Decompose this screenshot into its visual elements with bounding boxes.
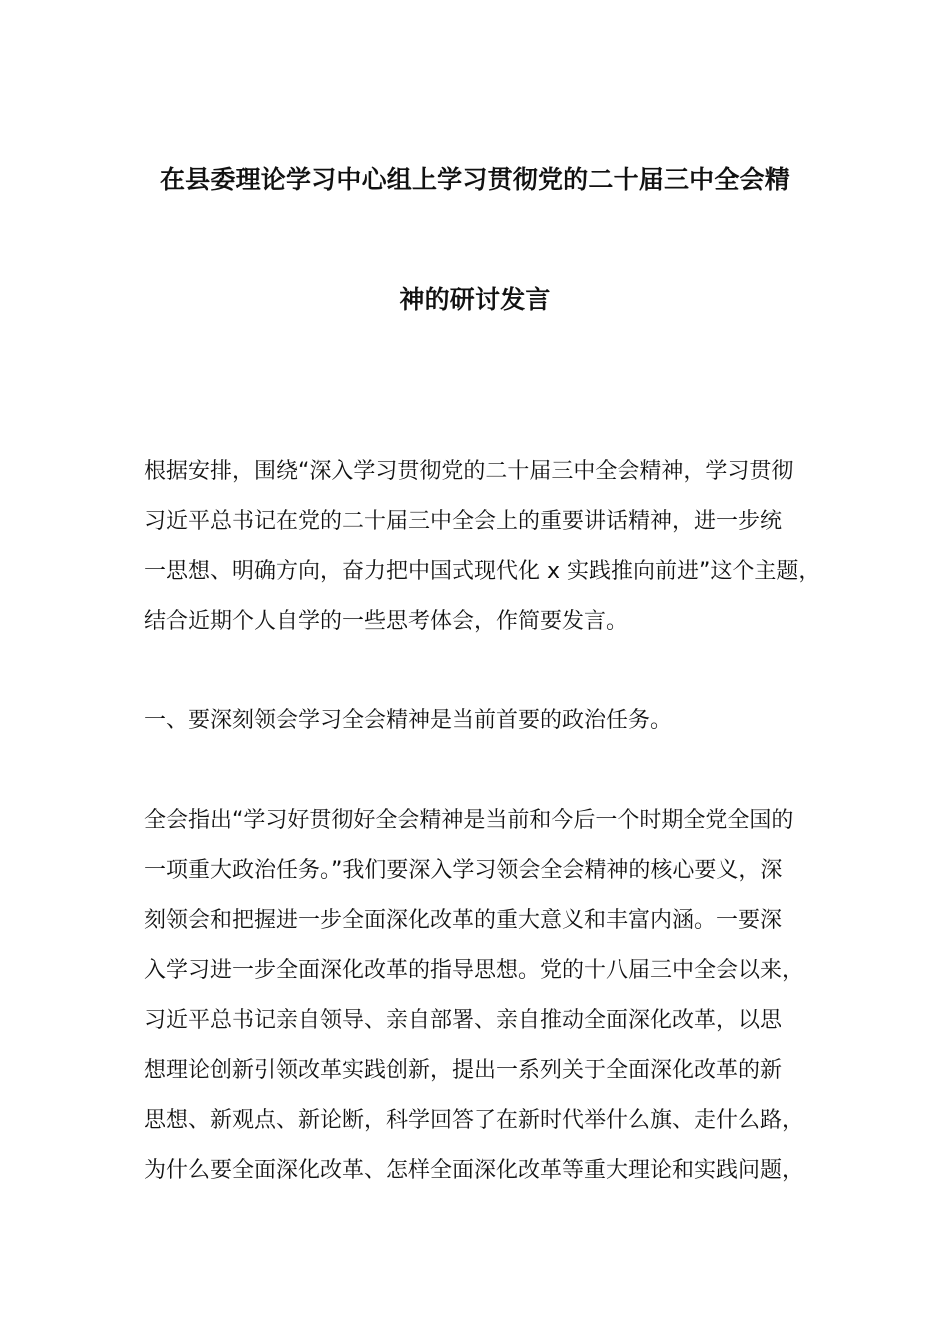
intro-line: 习近平总书记在党的二十届三中全会上的重要讲话精神，进一步统 [144, 509, 783, 534]
section-line: 一项重大政治任务。”我们要深入学习领会全会精神的核心要义，深 [144, 858, 783, 883]
section-line: 刻领会和把握进一步全面深化改革的重大意义和丰富内涵。一要深 [144, 908, 783, 933]
document-title-line-1: 在县委理论学习中心组上学习贯彻党的二十届三中全会精 [159, 165, 790, 194]
section-line: 思想、新观点、新论断，科学回答了在新时代举什么旗、走什么路， [144, 1108, 805, 1133]
section-line: 为什么要全面深化改革、怎样全面深化改革等重大理论和实践问题， [144, 1158, 805, 1183]
section-line: 入学习进一步全面深化改革的指导思想。党的十八届三中全会以来， [144, 958, 805, 983]
intro-line: 结合近期个人自学的一些思考体会，作简要发言。 [144, 609, 629, 634]
document-title-line-2: 神的研讨发言 [399, 285, 551, 314]
section-paragraph [144, 796, 834, 1196]
section-line: 习近平总书记亲自领导、亲自部署、亲自推动全面深化改革，以思 [144, 1008, 783, 1033]
section-line: 全会指出“学习好贯彻好全会精神是当前和今后一个时期全党全国的 [144, 808, 794, 833]
section-heading-text: 一、要深刻领会学习全会精神是当前首要的政治任务。 [144, 708, 673, 733]
intro-line: 一思想、明确方向，奋力把中国式现代化 x 实践推向前进”这个主题， [144, 559, 821, 584]
section-line: 想理论创新引领改革实践创新，提出一系列关于全面深化改革的新 [144, 1058, 783, 1083]
intro-paragraph [144, 447, 834, 647]
intro-line: 根据安排，围绕“深入学习贯彻党的二十届三中全会精神，学习贯彻 [144, 459, 794, 484]
section-heading [144, 696, 834, 746]
